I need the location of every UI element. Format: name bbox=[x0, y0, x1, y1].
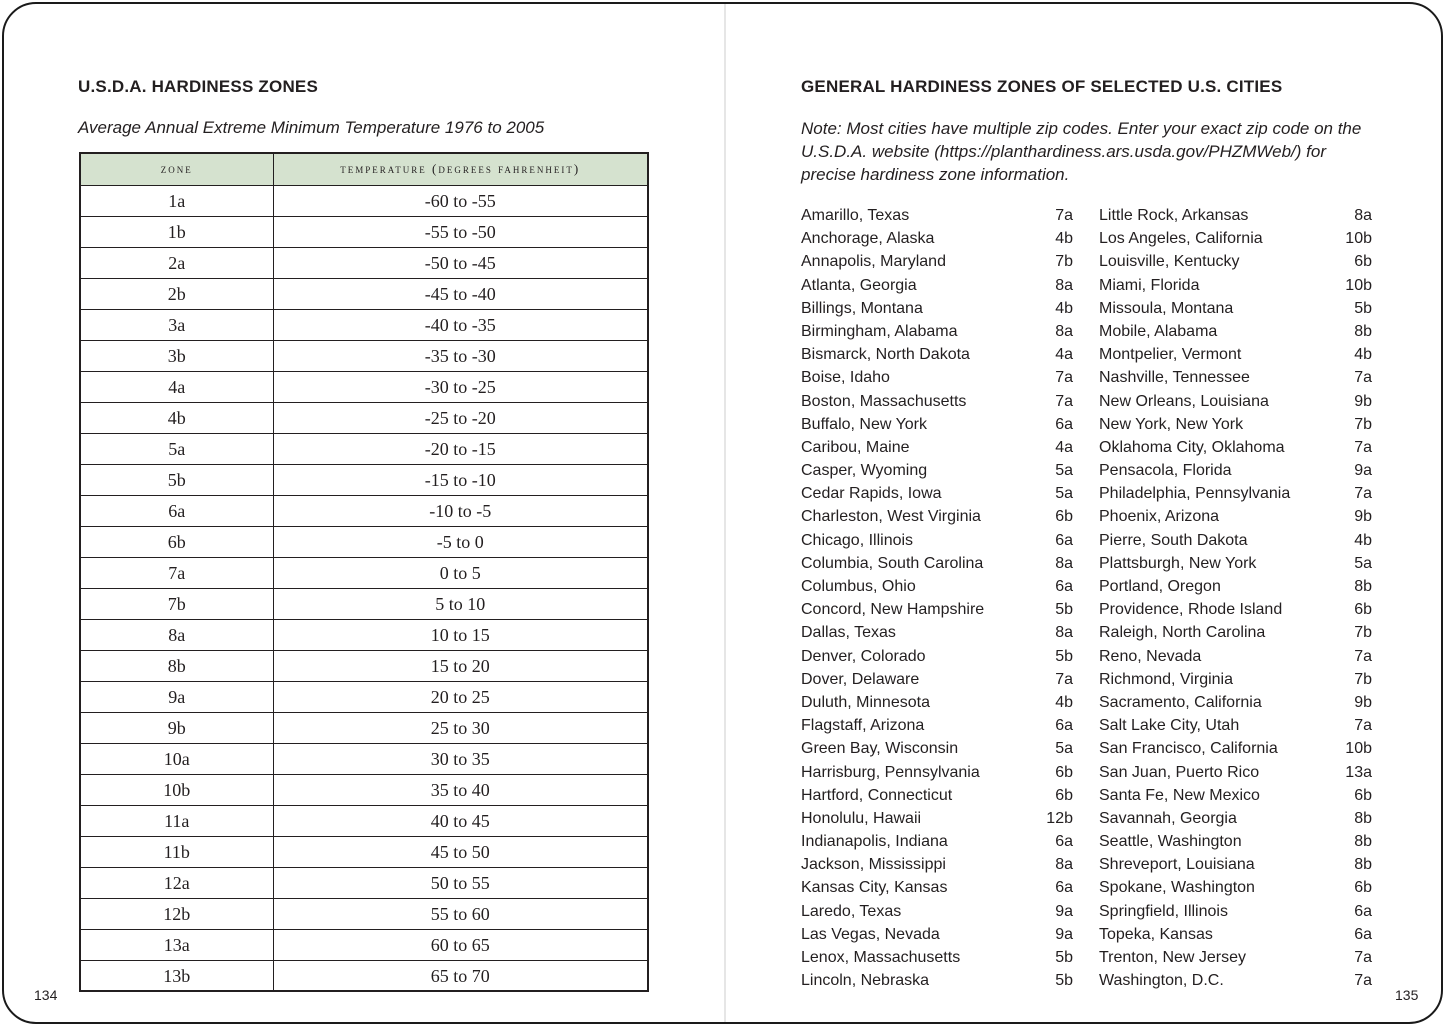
city-zone: 9b bbox=[1354, 392, 1372, 410]
city-name: Concord, New Hampshire bbox=[801, 601, 985, 619]
temperature-cell: -45 to -40 bbox=[273, 278, 648, 309]
table-row bbox=[80, 867, 648, 898]
city-zone: 7a bbox=[1354, 949, 1372, 966]
zone-cell: 12b bbox=[80, 898, 273, 929]
city-zone: 7a bbox=[1055, 369, 1073, 387]
city-name: Louisville, Kentucky bbox=[1099, 253, 1240, 271]
table-row bbox=[80, 743, 648, 774]
city-row bbox=[801, 250, 1073, 273]
city-name: Reno, Nevada bbox=[1099, 647, 1202, 665]
temperature-cell: 30 to 35 bbox=[273, 743, 648, 774]
city-name: Columbus, Ohio bbox=[801, 578, 916, 595]
hardiness-zones-heading: U.S.D.A. HARDINESS ZONES bbox=[78, 77, 318, 96]
zone-cell: 7a bbox=[80, 557, 273, 588]
city-row bbox=[801, 366, 1073, 389]
zone-cell: 2a bbox=[80, 247, 273, 278]
table-row bbox=[80, 557, 648, 588]
city-row bbox=[1099, 274, 1372, 297]
city-name: Lincoln, Nebraska bbox=[801, 972, 930, 990]
zone-cell: 1b bbox=[80, 216, 273, 247]
zone-cell: 1a bbox=[80, 185, 273, 216]
city-name: Pierre, South Dakota bbox=[1099, 531, 1248, 549]
city-name: Green Bay, Wisconsin bbox=[801, 740, 959, 758]
city-name: Jackson, Mississippi bbox=[801, 856, 946, 874]
city-name: Pensacola, Florida bbox=[1099, 462, 1232, 480]
city-zone: 5b bbox=[1055, 949, 1073, 966]
city-row bbox=[1099, 621, 1372, 644]
city-zone: 9a bbox=[1354, 462, 1372, 480]
city-name: Birmingham, Alabama bbox=[801, 322, 958, 340]
city-name: Mobile, Alabama bbox=[1099, 322, 1218, 340]
city-zone: 6a bbox=[1055, 578, 1073, 595]
page-number-right: 135 bbox=[1395, 987, 1419, 1003]
city-zone: 4b bbox=[1055, 693, 1073, 711]
city-zone: 10b bbox=[1345, 740, 1372, 758]
city-row bbox=[801, 575, 1073, 598]
city-zone: 5b bbox=[1055, 647, 1073, 665]
city-name: Casper, Wyoming bbox=[801, 462, 928, 480]
temperature-cell: 15 to 20 bbox=[273, 650, 648, 681]
city-zone: 8b bbox=[1354, 809, 1372, 827]
city-row bbox=[801, 413, 1073, 436]
city-row bbox=[801, 784, 1073, 807]
table-row bbox=[80, 588, 648, 619]
city-zone: 5b bbox=[1055, 972, 1073, 990]
city-zone: 5a bbox=[1055, 740, 1073, 758]
table-row bbox=[80, 464, 648, 495]
city-row bbox=[1099, 645, 1372, 668]
city-name: Indianapolis, Indiana bbox=[801, 833, 948, 851]
city-row bbox=[801, 320, 1073, 343]
city-name: Spokane, Washington bbox=[1099, 879, 1255, 897]
city-zone: 7a bbox=[1354, 485, 1372, 503]
city-zone: 5a bbox=[1354, 554, 1372, 572]
city-row bbox=[801, 227, 1073, 250]
city-row bbox=[1099, 668, 1372, 691]
right-page bbox=[726, 4, 1443, 1022]
temperature-cell: -25 to -20 bbox=[273, 402, 648, 433]
city-name: Hartford, Connecticut bbox=[801, 786, 953, 804]
city-row bbox=[801, 459, 1073, 482]
table-row bbox=[80, 278, 648, 309]
city-zone: 7a bbox=[1354, 717, 1372, 735]
city-zone: 8a bbox=[1055, 624, 1073, 642]
zip-code-note: Note: Most cities have multiple zip codes. Enter your exact zip code on the U.S.D.A. website (https://planthardiness.ars.usda.gov/PHZMWeb/) for precise hardiness zone information. bbox=[801, 119, 1362, 184]
city-zone: 5a bbox=[1055, 485, 1073, 503]
city-zone: 6a bbox=[1354, 925, 1372, 943]
city-name: Providence, Rhode Island bbox=[1099, 601, 1283, 619]
city-name: Boston, Massachusetts bbox=[801, 392, 967, 410]
city-name: Oklahoma City, Oklahoma bbox=[1099, 438, 1285, 456]
temperature-cell: -55 to -50 bbox=[273, 216, 648, 247]
city-zone: 4b bbox=[1055, 299, 1073, 317]
zone-cell: 9b bbox=[80, 712, 273, 743]
table-row bbox=[80, 433, 648, 464]
zone-cell: 6a bbox=[80, 495, 273, 526]
temperature-cell: 35 to 40 bbox=[273, 774, 648, 805]
city-row bbox=[1099, 505, 1372, 528]
city-zone: 6b bbox=[1354, 253, 1372, 271]
city-row bbox=[801, 297, 1073, 320]
city-name: Miami, Florida bbox=[1099, 276, 1200, 294]
city-zone: 7b bbox=[1354, 670, 1372, 688]
city-zone: 9a bbox=[1055, 902, 1073, 920]
city-zone: 6b bbox=[1354, 601, 1372, 619]
city-name: Santa Fe, New Mexico bbox=[1099, 786, 1260, 804]
temperature-cell: 60 to 65 bbox=[273, 929, 648, 960]
table-row bbox=[80, 774, 648, 805]
zone-cell: 7b bbox=[80, 588, 273, 619]
book-spread bbox=[2, 2, 1443, 1024]
table-header-row bbox=[80, 153, 648, 185]
city-zone: 8b bbox=[1354, 322, 1372, 340]
zone-column-header: zone bbox=[80, 153, 273, 185]
city-name: Atlanta, Georgia bbox=[801, 276, 917, 294]
city-name: Salt Lake City, Utah bbox=[1099, 717, 1240, 735]
city-name: Montpelier, Vermont bbox=[1099, 346, 1242, 364]
city-name: Annapolis, Maryland bbox=[801, 253, 946, 271]
city-row bbox=[1099, 900, 1372, 923]
city-name: Missoula, Montana bbox=[1099, 299, 1234, 317]
temperature-cell: 50 to 55 bbox=[273, 867, 648, 898]
city-name: Lenox, Massachusetts bbox=[801, 949, 961, 966]
city-zone: 5b bbox=[1055, 601, 1073, 619]
city-zone: 8a bbox=[1055, 856, 1073, 874]
temperature-cell: -35 to -30 bbox=[273, 340, 648, 371]
zone-cell: 11b bbox=[80, 836, 273, 867]
city-row bbox=[801, 830, 1073, 853]
city-zone: 6a bbox=[1055, 415, 1073, 433]
city-row bbox=[1099, 853, 1372, 876]
city-name: Duluth, Minnesota bbox=[801, 693, 930, 711]
city-name: Columbia, South Carolina bbox=[801, 554, 984, 572]
zone-cell: 10a bbox=[80, 743, 273, 774]
temperature-cell: 20 to 25 bbox=[273, 681, 648, 712]
city-name: Las Vegas, Nevada bbox=[801, 925, 940, 943]
city-row bbox=[1099, 876, 1372, 899]
page-number-left: 134 bbox=[34, 987, 58, 1003]
city-name: Los Angeles, California bbox=[1099, 230, 1263, 248]
city-zone: 7a bbox=[1055, 207, 1073, 224]
table-row bbox=[80, 185, 648, 216]
city-row bbox=[801, 807, 1073, 830]
table-row bbox=[80, 712, 648, 743]
city-name: Washington, D.C. bbox=[1099, 972, 1224, 990]
city-zone: 4b bbox=[1354, 346, 1372, 364]
city-zone: 9a bbox=[1055, 925, 1073, 943]
city-row bbox=[801, 923, 1073, 946]
city-name: Raleigh, North Carolina bbox=[1099, 624, 1266, 642]
zone-cell: 2b bbox=[80, 278, 273, 309]
city-name: Honolulu, Hawaii bbox=[801, 809, 922, 827]
city-name: Buffalo, New York bbox=[801, 415, 928, 433]
city-row bbox=[1099, 529, 1372, 552]
city-row bbox=[801, 969, 1073, 992]
city-row bbox=[1099, 969, 1372, 992]
city-row bbox=[1099, 227, 1372, 250]
city-row bbox=[801, 529, 1073, 552]
zone-cell: 13b bbox=[80, 960, 273, 991]
city-name: Plattsburgh, New York bbox=[1099, 554, 1257, 572]
city-name: Richmond, Virginia bbox=[1099, 670, 1233, 688]
city-zone: 6a bbox=[1055, 531, 1073, 549]
city-row bbox=[1099, 297, 1372, 320]
table-row bbox=[80, 216, 648, 247]
city-row bbox=[1099, 946, 1372, 969]
temperature-cell: -5 to 0 bbox=[273, 526, 648, 557]
temperature-cell: -10 to -5 bbox=[273, 495, 648, 526]
temperature-column-header: temperature (degrees fahrenheit) bbox=[273, 153, 648, 185]
city-row bbox=[1099, 714, 1372, 737]
city-zone: 7a bbox=[1354, 438, 1372, 456]
city-row bbox=[801, 761, 1073, 784]
city-name: Boise, Idaho bbox=[801, 369, 890, 387]
table-row bbox=[80, 681, 648, 712]
city-row bbox=[1099, 436, 1372, 459]
city-row bbox=[1099, 250, 1372, 273]
city-name: Shreveport, Louisiana bbox=[1099, 856, 1255, 874]
city-row bbox=[1099, 830, 1372, 853]
city-row bbox=[1099, 737, 1372, 760]
table-row bbox=[80, 247, 648, 278]
city-name: Laredo, Texas bbox=[801, 902, 902, 920]
zone-cell: 3b bbox=[80, 340, 273, 371]
city-row bbox=[801, 436, 1073, 459]
zone-cell: 8b bbox=[80, 650, 273, 681]
city-row bbox=[801, 274, 1073, 297]
temperature-cell: -40 to -35 bbox=[273, 309, 648, 340]
city-name: Anchorage, Alaska bbox=[801, 230, 935, 248]
city-row bbox=[801, 714, 1073, 737]
city-row bbox=[1099, 204, 1372, 227]
city-name: Kansas City, Kansas bbox=[801, 879, 948, 897]
city-name: Springfield, Illinois bbox=[1099, 902, 1228, 920]
temperature-cell: 5 to 10 bbox=[273, 588, 648, 619]
city-zone: 5b bbox=[1354, 299, 1372, 317]
city-zone: 6b bbox=[1055, 508, 1073, 526]
city-row bbox=[801, 691, 1073, 714]
city-zone: 10b bbox=[1345, 276, 1372, 294]
table-row bbox=[80, 836, 648, 867]
table-row bbox=[80, 619, 648, 650]
table-row bbox=[80, 929, 648, 960]
zone-cell: 5b bbox=[80, 464, 273, 495]
city-zone: 6a bbox=[1055, 717, 1073, 735]
city-zone: 7b bbox=[1354, 415, 1372, 433]
city-zone: 7a bbox=[1354, 647, 1372, 665]
city-row bbox=[1099, 807, 1372, 830]
table-row bbox=[80, 960, 648, 991]
city-zone: 6b bbox=[1354, 879, 1372, 897]
city-zone: 8b bbox=[1354, 856, 1372, 874]
city-row bbox=[801, 343, 1073, 366]
city-zone: 6a bbox=[1354, 902, 1372, 920]
temperature-cell: -15 to -10 bbox=[273, 464, 648, 495]
city-row bbox=[1099, 552, 1372, 575]
city-name: Flagstaff, Arizona bbox=[801, 717, 925, 735]
city-row bbox=[801, 598, 1073, 621]
city-name: Amarillo, Texas bbox=[801, 207, 910, 224]
city-zone: 7a bbox=[1354, 369, 1372, 387]
city-row bbox=[801, 876, 1073, 899]
city-list-column-1 bbox=[801, 204, 1073, 992]
zone-cell: 9a bbox=[80, 681, 273, 712]
city-name: Denver, Colorado bbox=[801, 647, 926, 665]
city-row bbox=[1099, 413, 1372, 436]
zone-cell: 4a bbox=[80, 371, 273, 402]
city-row bbox=[1099, 691, 1372, 714]
table-row bbox=[80, 340, 648, 371]
city-row bbox=[1099, 598, 1372, 621]
city-row bbox=[801, 482, 1073, 505]
city-row bbox=[801, 900, 1073, 923]
city-zone: 6b bbox=[1055, 786, 1073, 804]
city-name: Billings, Montana bbox=[801, 299, 923, 317]
city-zone: 7b bbox=[1354, 624, 1372, 642]
city-name: Trenton, New Jersey bbox=[1099, 949, 1247, 966]
city-name: Seattle, Washington bbox=[1099, 833, 1242, 851]
table-row bbox=[80, 805, 648, 836]
table-row bbox=[80, 495, 648, 526]
city-name: Savannah, Georgia bbox=[1099, 809, 1237, 827]
temperature-cell: -50 to -45 bbox=[273, 247, 648, 278]
table-row bbox=[80, 526, 648, 557]
temperature-cell: 45 to 50 bbox=[273, 836, 648, 867]
table-row bbox=[80, 371, 648, 402]
city-zone: 8a bbox=[1055, 322, 1073, 340]
city-zones-heading: GENERAL HARDINESS ZONES OF SELECTED U.S. CITIES bbox=[801, 77, 1283, 96]
left-page bbox=[4, 4, 724, 1022]
city-row bbox=[801, 853, 1073, 876]
city-name: Portland, Oregon bbox=[1099, 578, 1221, 595]
hardiness-zone-table bbox=[79, 152, 649, 992]
city-zone: 4b bbox=[1354, 531, 1372, 549]
city-zone: 8a bbox=[1354, 207, 1372, 224]
zone-table-body bbox=[80, 185, 648, 991]
temperature-cell: 0 to 5 bbox=[273, 557, 648, 588]
city-row bbox=[1099, 482, 1372, 505]
zone-cell: 11a bbox=[80, 805, 273, 836]
city-row bbox=[1099, 761, 1372, 784]
zone-cell: 5a bbox=[80, 433, 273, 464]
city-name: Charleston, West Virginia bbox=[801, 508, 981, 526]
zone-cell: 3a bbox=[80, 309, 273, 340]
table-row bbox=[80, 309, 648, 340]
temperature-cell: 40 to 45 bbox=[273, 805, 648, 836]
city-list-column-2 bbox=[1099, 204, 1372, 992]
city-name: Dover, Delaware bbox=[801, 670, 920, 688]
city-row bbox=[801, 552, 1073, 575]
table-row bbox=[80, 650, 648, 681]
temperature-cell: -30 to -25 bbox=[273, 371, 648, 402]
city-name: Bismarck, North Dakota bbox=[801, 346, 970, 364]
city-name: Philadelphia, Pennsylvania bbox=[1099, 485, 1291, 503]
city-name: San Francisco, California bbox=[1099, 740, 1278, 758]
city-zone: 7a bbox=[1055, 670, 1073, 688]
temperature-cell: 55 to 60 bbox=[273, 898, 648, 929]
city-zone: 6b bbox=[1354, 786, 1372, 804]
zone-cell: 13a bbox=[80, 929, 273, 960]
city-row bbox=[1099, 575, 1372, 598]
city-name: Harrisburg, Pennsylvania bbox=[801, 763, 980, 781]
city-name: Caribou, Maine bbox=[801, 438, 910, 456]
city-zone: 12b bbox=[1046, 809, 1073, 827]
city-row bbox=[801, 390, 1073, 413]
city-name: New Orleans, Louisiana bbox=[1099, 392, 1269, 410]
city-zone: 4a bbox=[1055, 346, 1073, 364]
hardiness-zones-subtitle: Average Annual Extreme Minimum Temperature 1976 to 2005 bbox=[78, 118, 545, 137]
city-name: New York, New York bbox=[1099, 415, 1244, 433]
city-row bbox=[801, 946, 1073, 969]
city-name: Cedar Rapids, Iowa bbox=[801, 485, 942, 503]
city-name: Phoenix, Arizona bbox=[1099, 508, 1220, 526]
table-row bbox=[80, 402, 648, 433]
city-zone: 13a bbox=[1345, 763, 1372, 781]
city-row bbox=[801, 737, 1073, 760]
temperature-cell: -60 to -55 bbox=[273, 185, 648, 216]
city-zone: 6a bbox=[1055, 879, 1073, 897]
city-name: Chicago, Illinois bbox=[801, 531, 914, 549]
zone-cell: 10b bbox=[80, 774, 273, 805]
temperature-cell: 65 to 70 bbox=[273, 960, 648, 991]
city-zone: 8a bbox=[1055, 554, 1073, 572]
city-row bbox=[1099, 459, 1372, 482]
city-zone: 6a bbox=[1055, 833, 1073, 851]
city-row bbox=[1099, 343, 1372, 366]
zone-cell: 4b bbox=[80, 402, 273, 433]
city-zone: 9b bbox=[1354, 693, 1372, 711]
city-name: Little Rock, Arkansas bbox=[1099, 207, 1249, 224]
city-zone: 4b bbox=[1055, 230, 1073, 248]
city-row bbox=[801, 505, 1073, 528]
city-name: Nashville, Tennessee bbox=[1099, 369, 1250, 387]
city-zone: 9b bbox=[1354, 508, 1372, 526]
table-row bbox=[80, 898, 648, 929]
city-row bbox=[1099, 320, 1372, 343]
temperature-cell: 25 to 30 bbox=[273, 712, 648, 743]
city-name: Sacramento, California bbox=[1099, 693, 1262, 711]
city-row bbox=[1099, 784, 1372, 807]
zone-cell: 12a bbox=[80, 867, 273, 898]
zone-cell: 8a bbox=[80, 619, 273, 650]
city-name: San Juan, Puerto Rico bbox=[1099, 763, 1260, 781]
city-row bbox=[801, 204, 1073, 227]
city-row bbox=[801, 668, 1073, 691]
city-zone: 8a bbox=[1055, 276, 1073, 294]
temperature-cell: 10 to 15 bbox=[273, 619, 648, 650]
zone-cell: 6b bbox=[80, 526, 273, 557]
city-zone: 8b bbox=[1354, 578, 1372, 595]
city-row bbox=[1099, 390, 1372, 413]
city-zone: 7b bbox=[1055, 253, 1073, 271]
city-row bbox=[1099, 366, 1372, 389]
city-zone: 6b bbox=[1055, 763, 1073, 781]
city-zone: 4a bbox=[1055, 438, 1073, 456]
city-name: Dallas, Texas bbox=[801, 624, 896, 642]
city-row bbox=[801, 621, 1073, 644]
city-zone: 10b bbox=[1345, 230, 1372, 248]
city-row bbox=[801, 645, 1073, 668]
city-zone: 7a bbox=[1055, 392, 1073, 410]
city-zone: 5a bbox=[1055, 462, 1073, 480]
temperature-cell: -20 to -15 bbox=[273, 433, 648, 464]
city-row bbox=[1099, 923, 1372, 946]
city-zone: 7a bbox=[1354, 972, 1372, 990]
city-name: Topeka, Kansas bbox=[1099, 925, 1213, 943]
city-zone: 8b bbox=[1354, 833, 1372, 851]
